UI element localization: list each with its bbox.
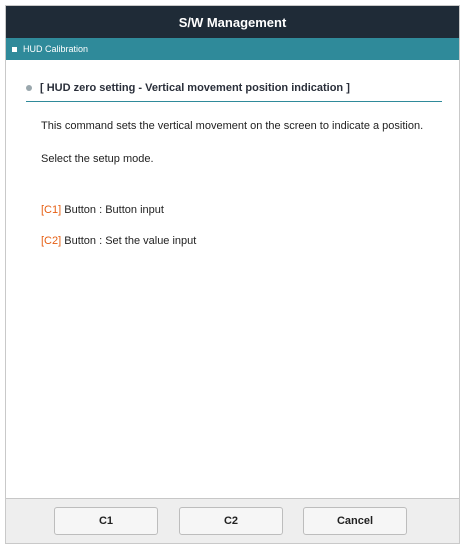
square-icon (12, 47, 17, 52)
section-title: HUD Calibration (23, 44, 89, 54)
heading-text: [ HUD zero setting - Vertical movement position indication ] (40, 82, 350, 94)
cancel-button[interactable]: Cancel (303, 507, 407, 535)
command-c1-key: [C1] (41, 204, 62, 216)
command-c2-line (41, 235, 442, 247)
bullet-icon (26, 85, 32, 91)
command-c1-line (41, 204, 442, 216)
c2-button[interactable]: C2 (179, 507, 283, 535)
instruction-text: Select the setup mode. (41, 153, 154, 165)
description-text: This command sets the vertical movement on the screen to indicate a position. (41, 120, 424, 132)
command-c1-text: Button : Button input (61, 204, 164, 216)
section-header (6, 38, 459, 60)
content-heading (26, 82, 442, 102)
window-title-bar (6, 6, 459, 38)
command-c2-text: Button : Set the value input (61, 235, 197, 247)
window-title: S/W Management (178, 14, 287, 30)
c1-button[interactable]: C1 (54, 507, 158, 535)
command-c2-key: [C2] (41, 235, 62, 247)
window (5, 5, 460, 544)
footer-bar (6, 498, 459, 543)
content-area (6, 82, 459, 247)
